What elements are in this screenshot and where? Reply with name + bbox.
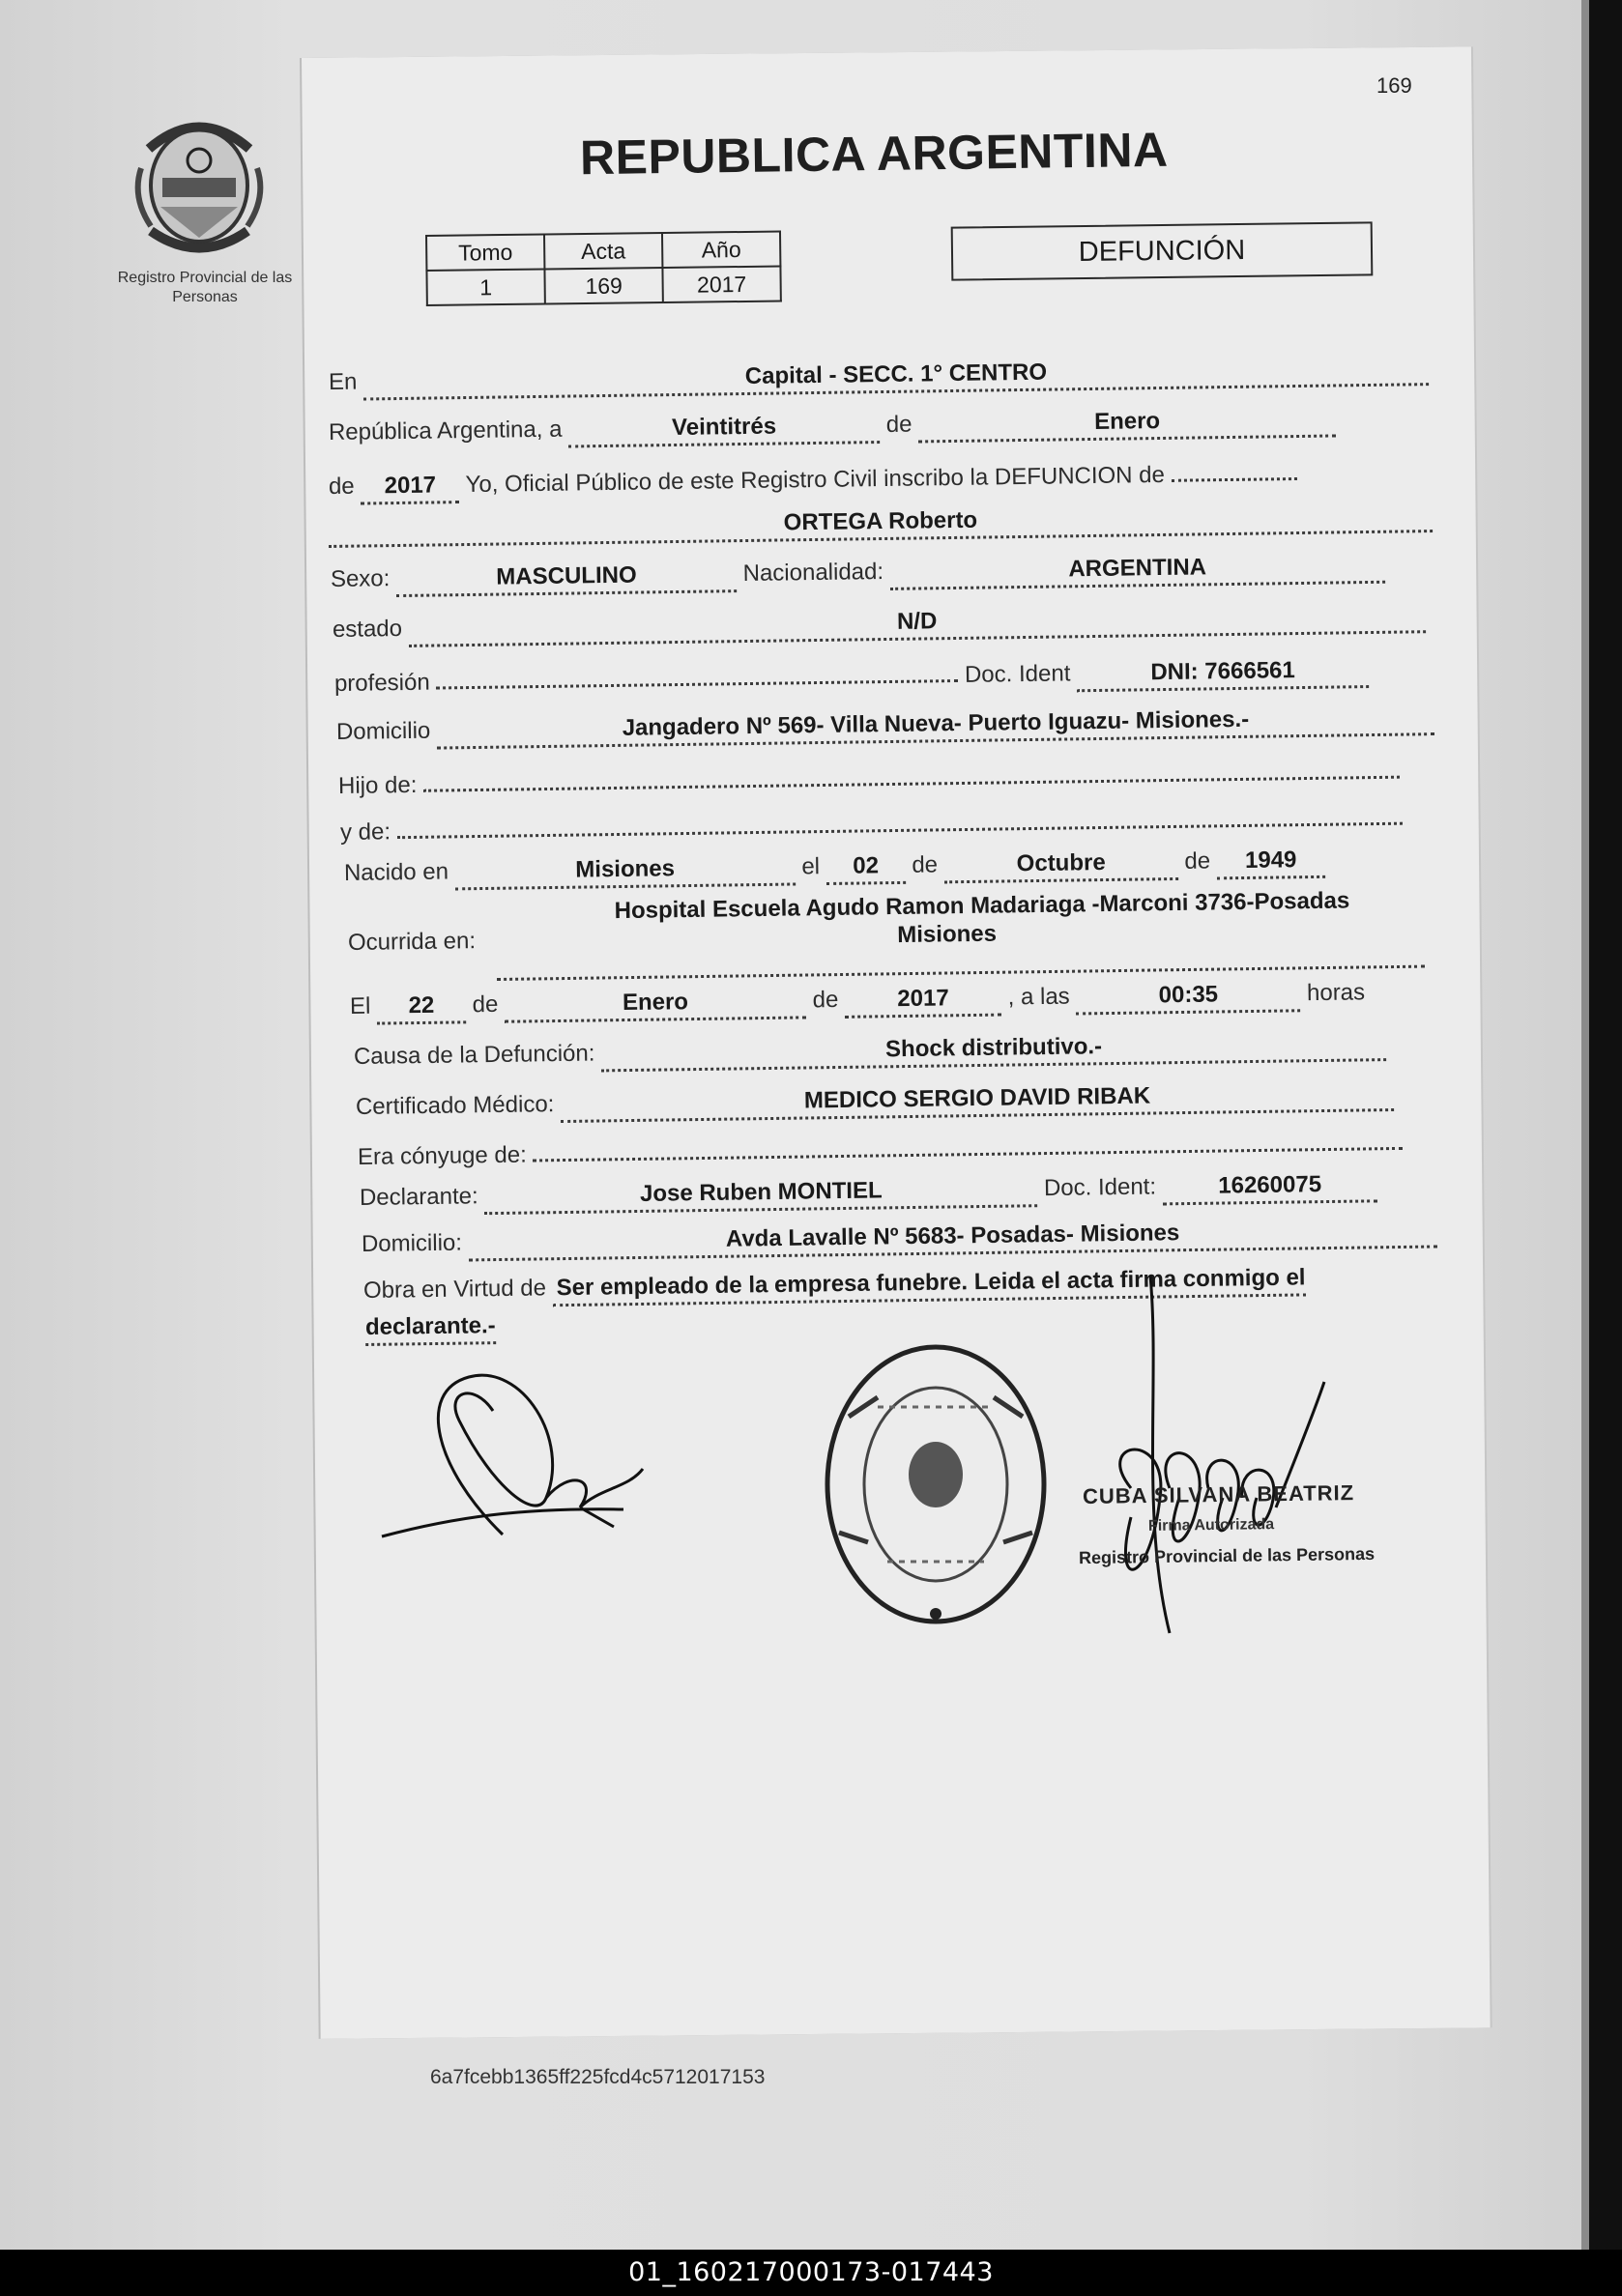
- provincial-crest-icon: [131, 110, 267, 255]
- reference-value: 169: [544, 268, 662, 303]
- value-day-word: Veintitrés: [568, 412, 880, 447]
- value-year: 2017: [361, 472, 459, 504]
- signatory-office: Registro Provincial de las Personas: [1078, 1543, 1376, 1568]
- registry-caption: Registro Provincial de las Personas: [117, 270, 293, 305]
- value-place: Capital - SECC. 1° CENTRO: [363, 354, 1429, 400]
- value-death-time: 00:35: [1076, 980, 1300, 1015]
- label-de: de: [885, 411, 912, 438]
- value-death-day: 22: [377, 991, 466, 1024]
- value-birth-year: 1949: [1217, 847, 1325, 880]
- label-en: En: [328, 368, 358, 395]
- label-estado: estado: [332, 615, 403, 643]
- label-de-birth-year: de: [1184, 847, 1211, 875]
- value-obra-line2: declarante.-: [365, 1312, 496, 1346]
- value-certificado: MEDICO SERGIO DAVID RIBAK: [561, 1079, 1394, 1123]
- label-conyuge: Era cónyuge de:: [357, 1141, 527, 1170]
- label-declarante-doc: Doc. Ident:: [1043, 1173, 1157, 1202]
- label-hijo: Hijo de:: [337, 771, 418, 799]
- label-de-birth: de: [912, 851, 939, 878]
- label-el: el: [801, 853, 821, 880]
- signatory-role: Firma Autorizada: [1147, 1516, 1275, 1535]
- label-inscribe: Yo, Oficial Público de este Registro Civil inscribo la DEFUNCION de: [465, 461, 1166, 499]
- label-horas: horas: [1306, 979, 1366, 1007]
- value-month: Enero: [918, 405, 1336, 443]
- label-de-death-year: de: [812, 986, 839, 1014]
- declarant-signature: [377, 1353, 667, 1565]
- reference-header: Acta: [544, 233, 662, 269]
- signatory-name: CUBA SILVANA BEATRIZ: [1082, 1480, 1355, 1508]
- label-nacionalidad: Nacionalidad:: [742, 559, 884, 588]
- label-alas: , a las: [1007, 983, 1070, 1011]
- value-deceased-name: ORTEGA Roberto: [329, 501, 1433, 548]
- value-ocurrida-line1: Hospital Escuela Agudo Ramon Madariaga -Marconi 3736-Posadas: [614, 887, 1350, 925]
- label-nacido: Nacido en: [343, 858, 449, 886]
- value-nacido-en: Misiones: [455, 853, 796, 890]
- value-death-year: 2017: [845, 985, 1001, 1019]
- value-birth-month: Octubre: [944, 848, 1178, 883]
- label-doc-ident: Doc. Ident: [964, 660, 1071, 688]
- label-yde: y de:: [339, 818, 391, 846]
- footer-id: 01_160217000173-017443: [628, 2257, 994, 2287]
- label-sexo: Sexo:: [330, 565, 391, 592]
- footer-id-bar: [0, 2250, 1622, 2296]
- value-causa: Shock distributivo.-: [601, 1029, 1386, 1072]
- reference-value: 1: [426, 269, 544, 304]
- label-domicilio: Domicilio: [335, 717, 431, 745]
- value-domicilio2: Avda Lavalle Nº 5683- Posadas- Misiones: [468, 1216, 1436, 1261]
- value-birth-day: 02: [826, 852, 906, 885]
- label-el-death: El: [349, 992, 371, 1019]
- label-republica: República Argentina, a: [328, 416, 563, 445]
- reference-header: Tomo: [426, 234, 544, 270]
- value-nacionalidad: ARGENTINA: [890, 552, 1385, 590]
- value-obra-line1: Ser empleado de la empresa funebre. Leida el acta firma conmigo el: [552, 1264, 1305, 1306]
- official-signature: [1092, 1266, 1344, 1652]
- reference-value: 2017: [662, 267, 780, 302]
- label-causa: Causa de la Defunción:: [353, 1040, 595, 1070]
- scan-edge: [1589, 0, 1622, 2250]
- value-domicilio: Jangadero Nº 569- Villa Nueva- Puerto Iguazu- Misiones.-: [437, 703, 1434, 749]
- value-estado: N/D: [408, 601, 1425, 647]
- row-obra-line2: [365, 1312, 496, 1346]
- act-type-box: DEFUNCIÓN: [951, 221, 1374, 280]
- document-title: REPUBLICA ARGENTINA: [579, 122, 1169, 186]
- value-sexo: MASCULINO: [396, 560, 737, 597]
- blank-line: [1171, 456, 1296, 482]
- label-certificado: Certificado Médico:: [355, 1091, 555, 1120]
- label-profesion: profesión: [333, 669, 430, 697]
- label-de-death: de: [472, 990, 499, 1019]
- value-declarante: Jose Ruben MONTIEL: [484, 1175, 1037, 1215]
- scan-edge-shadow: [1581, 0, 1589, 2250]
- label-de-year: de: [328, 473, 355, 500]
- value-doc-ident: DNI: 7666561: [1077, 656, 1369, 692]
- label-ocurrida: Ocurrida en:: [347, 928, 477, 956]
- reference-header: Año: [662, 232, 780, 268]
- document-hash: 6a7fcebb1365ff225fcd4c5712017153: [430, 2066, 766, 2088]
- label-declarante: Declarante:: [359, 1183, 478, 1211]
- page-number: 169: [1376, 73, 1412, 98]
- label-domicilio2: Domicilio:: [361, 1229, 463, 1257]
- reference-table: [425, 231, 782, 306]
- value-death-month: Enero: [505, 987, 806, 1022]
- label-obra: Obra en Virtud de: [362, 1275, 547, 1304]
- value-ocurrida-line2: Misiones: [897, 920, 998, 949]
- value-declarante-doc: 16260075: [1163, 1170, 1377, 1205]
- official-stamp: [820, 1339, 1052, 1629]
